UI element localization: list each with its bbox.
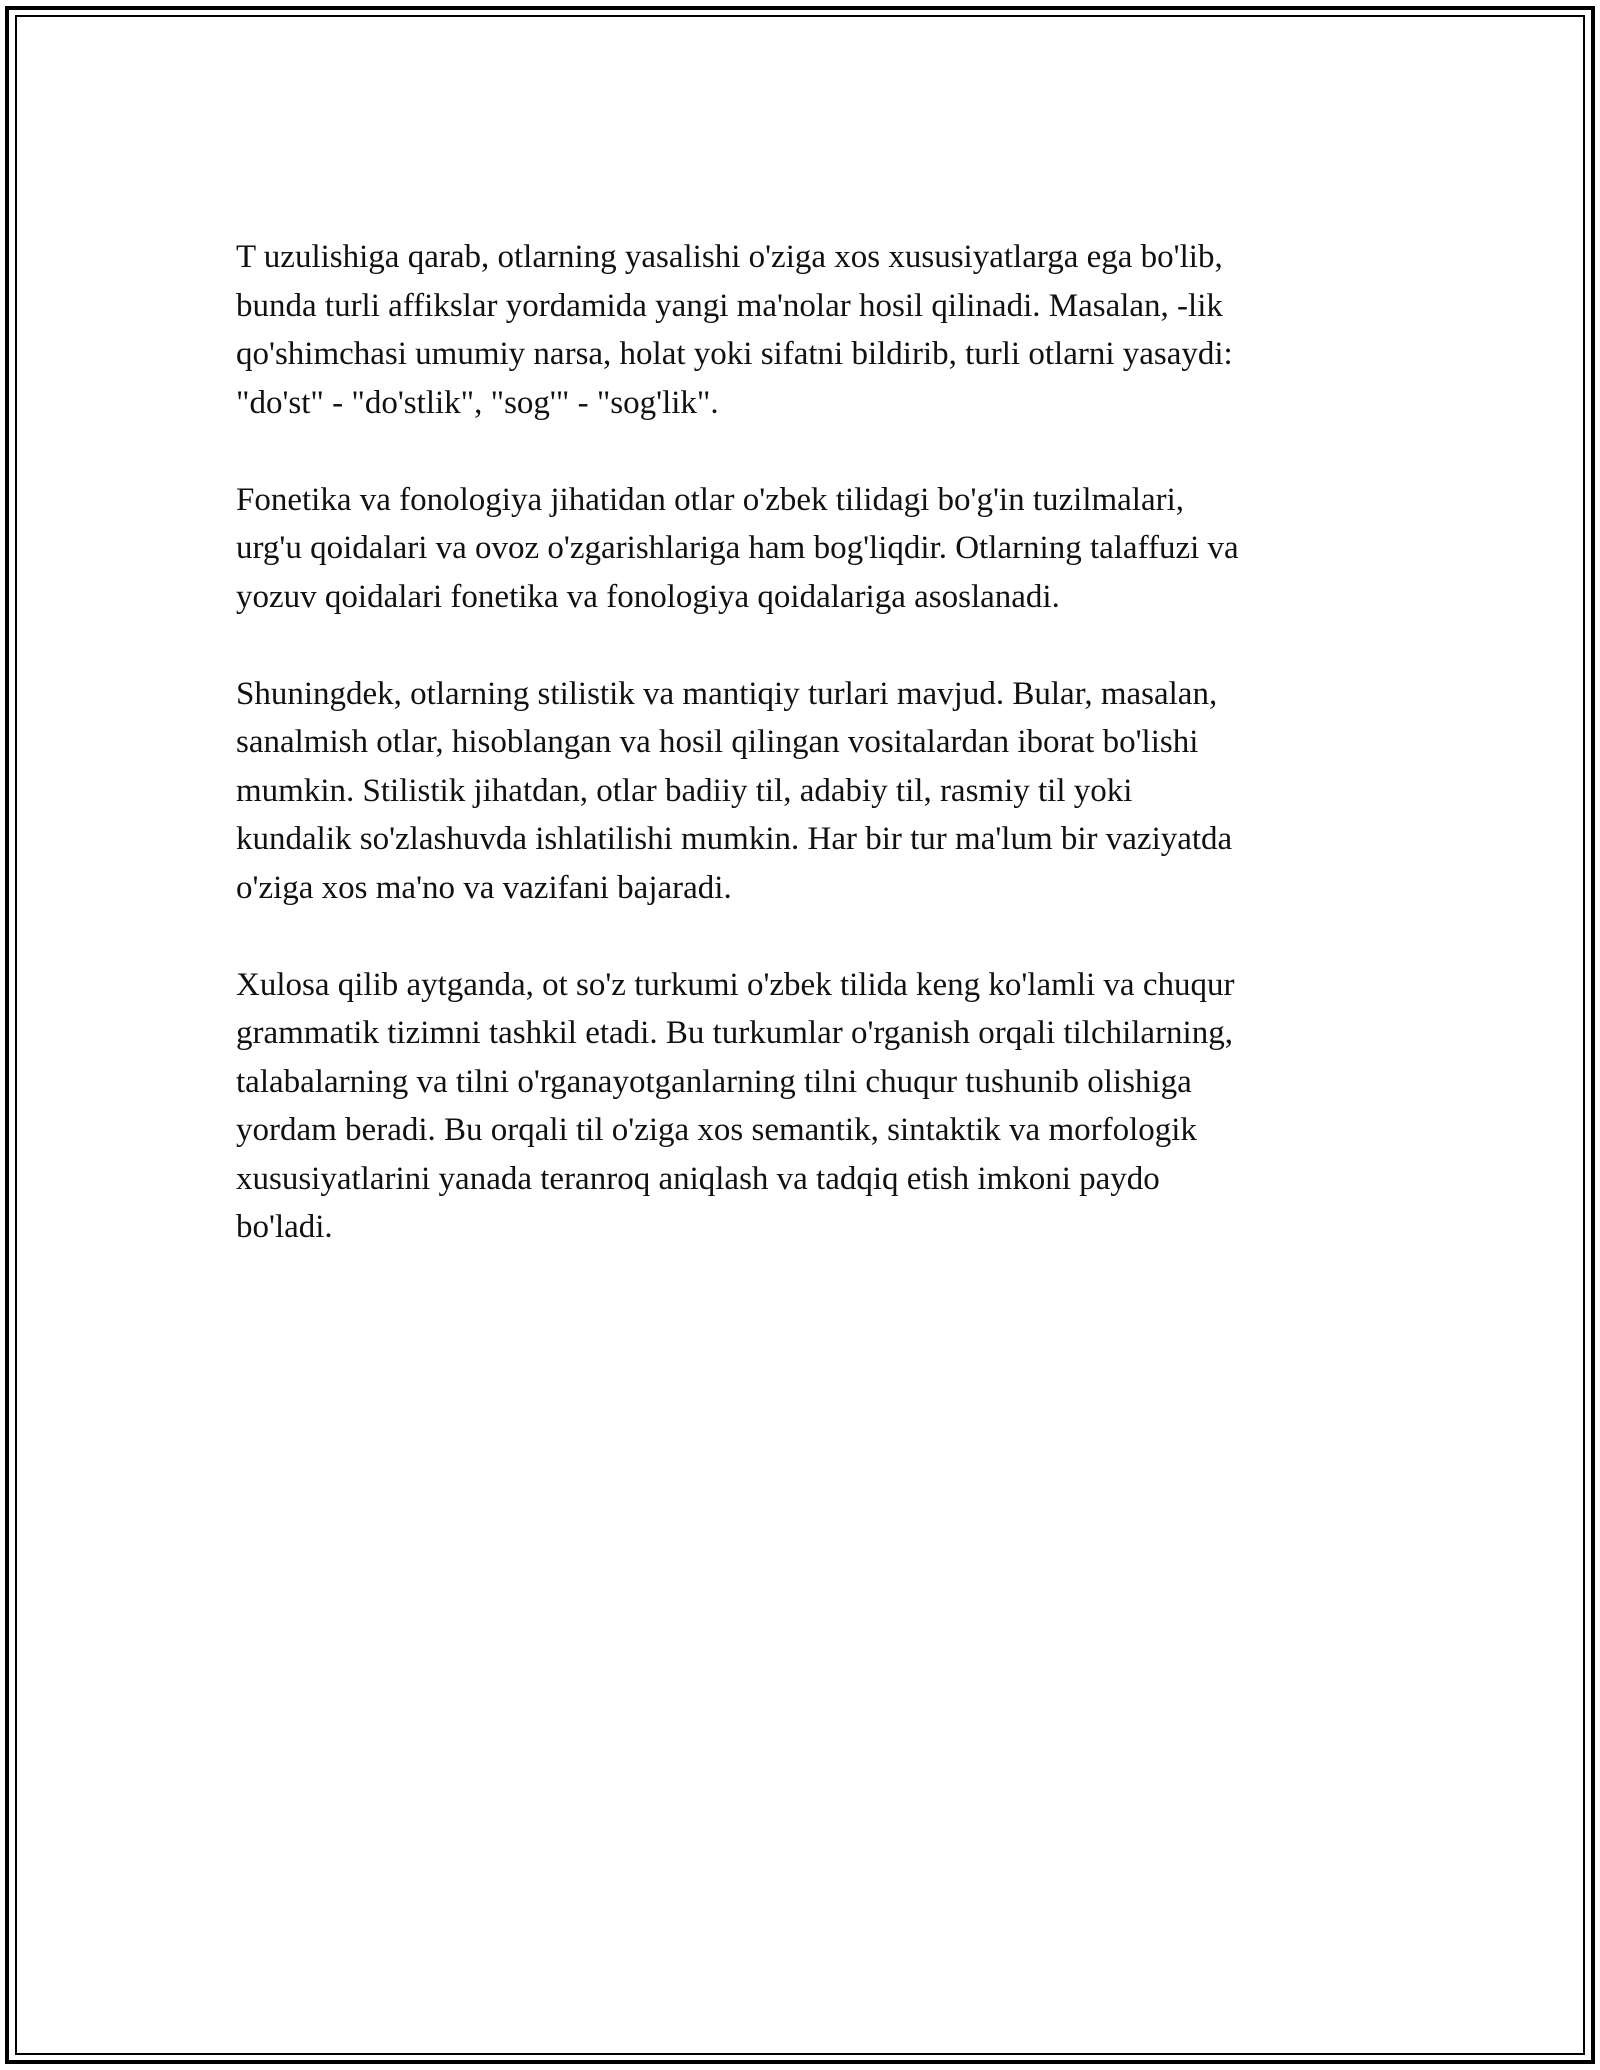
paragraph-4: Xulosa qilib aytganda, ot so'z turkumi o'zbek tilida keng ko'lamli va chuqur grammatik tizimni tashkil etadi. Bu turkumlar o'rganish orqali tilchilarning, talabalarning va tilni o'rganayotganlarning tilni chuqur tushunib olishiga yordam beradi. Bu orqali til o'ziga xos semantik, sintaktik va morfologik xususiyatlarini yanada teranroq aniqlash va tadqiq etish imkoni paydo bo'ladi. (236, 966, 1235, 1245)
paragraph-2: Fonetika va fonologiya jihatidan otlar o'zbek tilidagi bo'g'in tuzilmalari, urg'u qoidalari va ovoz o'zgarishlariga ham bog'liqdir. Otlarning talaffuzi va yozuv qoidalari fonetika va fonologiya qoidalariga asoslanadi. (236, 481, 1239, 615)
paragraph-1: T uzulishiga qarab, otlarning yasalishi o'ziga xos xususiyatlarga ega bo'lib, bunda turli affikslar yordamida yangi ma'nolar hosil qilinadi. Masalan, -lik qo'shimchasi umumiy narsa, holat yoki sifatni bildirib, turli otlarni yasaydi: "do'st" - "do'stlik", "sog'" - "sog'lik". (236, 239, 1233, 421)
document-body (236, 233, 1366, 1300)
paragraph-3: Shuningdek, otlarning stilistik va mantiqiy turlari mavjud. Bular, masalan, sanalmish otlar, hisoblangan va hosil qilingan vositalardan iborat bo'lishi mumkin. Stilistik jihatdan, otlar badiiy til, adabiy til, rasmiy til yoki kundalik so'zlashuvda ishlatilishi mumkin. Har bir tur ma'lum bir vaziyatda o'ziga xos ma'no va vazifani bajaradi. (236, 675, 1233, 906)
